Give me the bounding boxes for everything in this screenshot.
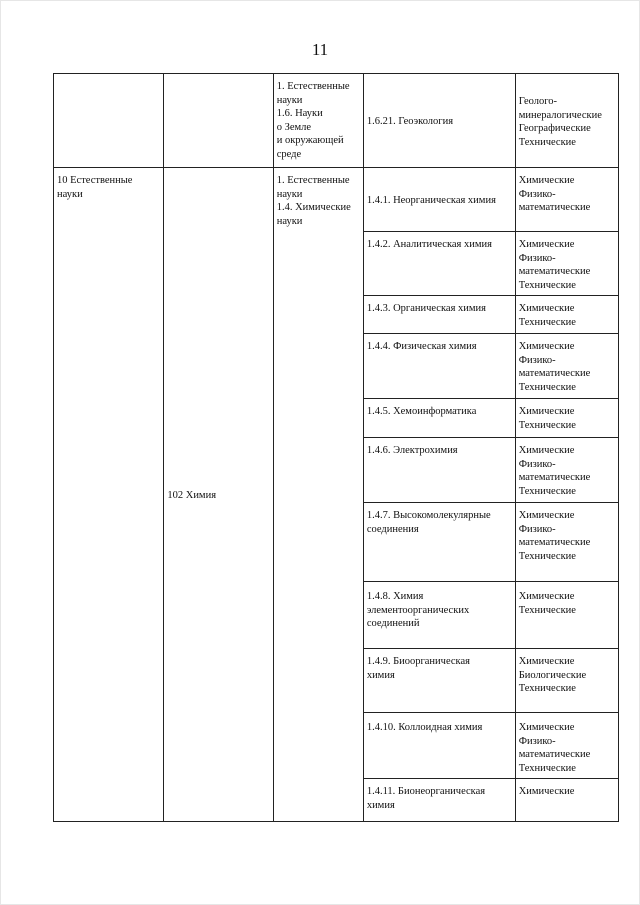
specialty-cell: 1.4.8. Химия элементоорганических соединений bbox=[363, 582, 515, 649]
degrees-cell: Химические Физико- математические bbox=[515, 168, 618, 232]
specialty-cell: 1.4.11. Бионеорганическая химия bbox=[363, 779, 515, 822]
degrees-cell: Химические Технические bbox=[515, 399, 618, 438]
specialty-cell: 1.4.7. Высокомолекулярные соединения bbox=[363, 503, 515, 582]
degrees-cell: Химические Технические bbox=[515, 582, 618, 649]
group-cell-chemistry: 102 Химия bbox=[164, 168, 273, 822]
specialty-cell: 1.4.5. Хемоинформатика bbox=[363, 399, 515, 438]
specialty-cell: 1.4.6. Электрохимия bbox=[363, 438, 515, 503]
degrees-cell: Химические Технические bbox=[515, 296, 618, 334]
degrees-cell: Химические Физико- математические Технические bbox=[515, 232, 618, 296]
degrees-cell: Геолого- минералогические Географические Технические bbox=[515, 74, 618, 168]
degrees-cell: Химические Физико- математические Технические bbox=[515, 503, 618, 582]
area-cell-natural-sciences: 10 Естественные науки bbox=[54, 168, 164, 822]
specialties-table bbox=[53, 73, 619, 822]
table-row bbox=[54, 168, 619, 232]
specialty-cell: 1.4.3. Органическая химия bbox=[363, 296, 515, 334]
degrees-cell: Химические Физико- математические Технические bbox=[515, 334, 618, 399]
specialty-cell: 1.4.2. Аналитическая химия bbox=[363, 232, 515, 296]
science-branch-cell: 1. Естественные науки 1.6. Науки о Земле и окружающей среде bbox=[273, 74, 363, 168]
degrees-cell: Химические Физико- математические Технические bbox=[515, 713, 618, 779]
page-number: 11 bbox=[311, 40, 329, 59]
specialty-cell: 1.6.21. Геоэкология bbox=[363, 74, 515, 168]
specialty-cell: 1.4.9. Биоорганическая химия bbox=[363, 649, 515, 713]
specialty-cell: 1.4.10. Коллоидная химия bbox=[363, 713, 515, 779]
degrees-cell: Химические bbox=[515, 779, 618, 822]
degrees-cell: Химические Биологические Технические bbox=[515, 649, 618, 713]
degrees-cell: Химические Физико- математические Технические bbox=[515, 438, 618, 503]
specialty-cell: 1.4.1. Неорганическая химия bbox=[363, 168, 515, 232]
specialty-cell: 1.4.4. Физическая химия bbox=[363, 334, 515, 399]
table-row bbox=[54, 74, 619, 168]
area-cell bbox=[54, 74, 164, 168]
science-branch-cell-chemistry: 1. Естественные науки 1.4. Химические науки bbox=[273, 168, 363, 822]
group-cell bbox=[164, 74, 273, 168]
